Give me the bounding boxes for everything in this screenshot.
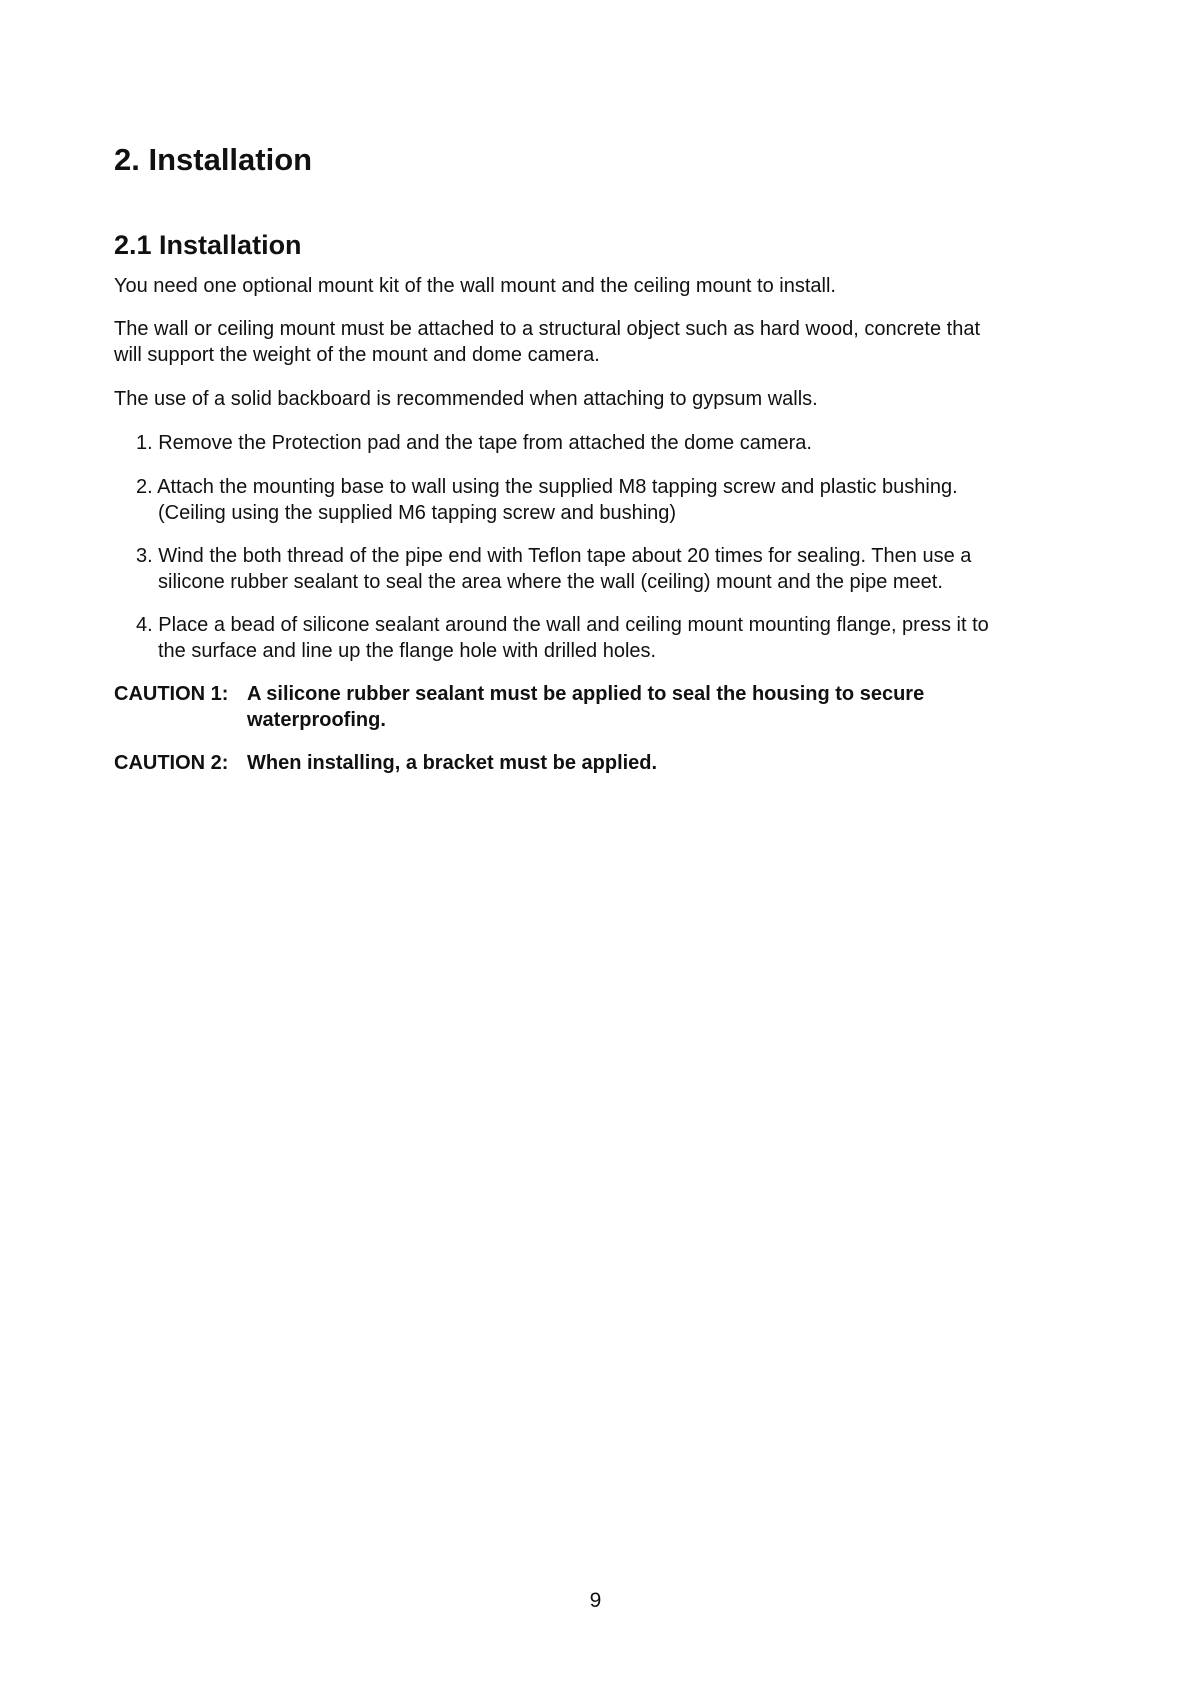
caution-2-label: CAUTION 2: xyxy=(114,752,229,774)
page-number: 9 xyxy=(589,1589,602,1612)
caution-1-label: CAUTION 1: xyxy=(114,683,229,705)
backboard-paragraph: The use of a solid backboard is recommended when attaching to gypsum walls. xyxy=(114,388,818,410)
step-1: 1. Remove the Protection pad and the tape from attached the dome camera. xyxy=(136,432,812,454)
mount-requirement-line-2: will support the weight of the mount and dome camera. xyxy=(114,344,600,366)
step-3: 3. Wind the both thread of the pipe end with Teflon tape about 20 times for sealing. Then use a xyxy=(136,545,972,567)
step-4: 4. Place a bead of silicone sealant around the wall and ceiling mount mounting flange, press it to xyxy=(136,614,989,636)
subsection-heading: 2.1 Installation xyxy=(114,230,302,260)
mount-requirement-line-1: The wall or ceiling mount must be attached to a structural object such as hard wood, concrete that xyxy=(114,318,981,340)
caution-1-text-continuation: waterproofing. xyxy=(247,709,386,731)
step-2-continuation: (Ceiling using the supplied M6 tapping screw and bushing) xyxy=(158,502,677,524)
step-4-continuation: the surface and line up the flange hole with drilled holes. xyxy=(158,640,657,662)
section-heading: 2. Installation xyxy=(114,142,313,177)
step-3-continuation: silicone rubber sealant to seal the area where the wall (ceiling) mount and the pipe meet. xyxy=(158,571,943,593)
caution-1-text: A silicone rubber sealant must be applied to seal the housing to secure xyxy=(247,683,925,705)
step-2: 2. Attach the mounting base to wall using the supplied M8 tapping screw and plastic bushing. xyxy=(136,476,958,498)
intro-paragraph: You need one optional mount kit of the wall mount and the ceiling mount to install. xyxy=(114,275,836,297)
caution-2-text: When installing, a bracket must be applied. xyxy=(247,752,658,774)
